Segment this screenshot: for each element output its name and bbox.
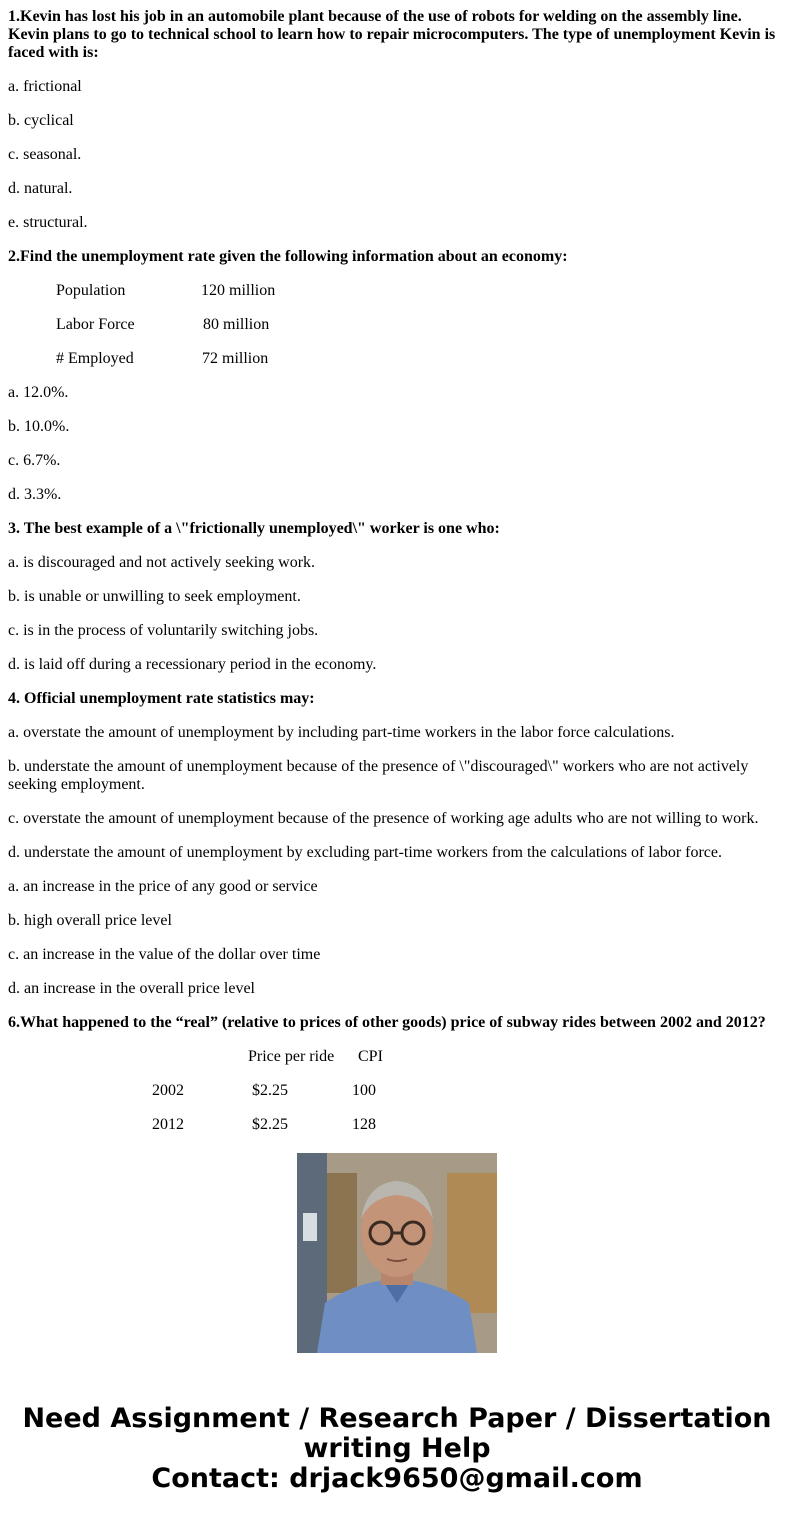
q4-option-d: d. understate the amount of unemployment by excluding part-time workers from the calculations of labor force. — [8, 844, 722, 861]
q6-row-price: $2.25 — [252, 1116, 288, 1133]
question-1: 1.Kevin has lost his job in an automobile plant because of the use of robots for welding on the assembly line. Kevin plans to go to technical school to learn how to repair microcomputers. The type of unemployment Kevin is faced with is: — [8, 8, 776, 61]
q6-header-cpi: CPI — [358, 1048, 383, 1065]
promo-text — [0, 1404, 794, 1494]
q3-option-d: d. is laid off during a recessionary period in the economy. — [8, 656, 377, 673]
question-2: 2.Find the unemployment rate given the following information about an economy: — [8, 248, 568, 265]
q4-option-c: c. overstate the amount of unemployment because of the presence of working age adults who are not willing to work. — [8, 810, 759, 827]
promo-line-1: Need Assignment / Research Paper / Dissertation — [22, 1403, 772, 1434]
q2-option-b: b. 10.0%. — [8, 418, 70, 435]
q1-option-b: b. cyclical — [8, 112, 74, 129]
q5-option-c: c. an increase in the value of the dollar over time — [8, 946, 321, 963]
q2-option-d: d. 3.3%. — [8, 486, 62, 503]
promo-line-2: writing Help — [303, 1433, 491, 1464]
q2-row-label: Labor Force — [56, 316, 135, 333]
q6-table-row — [8, 1082, 786, 1100]
avatar — [297, 1153, 497, 1353]
q5-option-d: d. an increase in the overall price level — [8, 980, 255, 997]
question-4: 4. Official unemployment rate statistics may: — [8, 690, 315, 707]
q2-table-row — [8, 316, 786, 334]
q4-option-b: b. understate the amount of unemployment because of the presence of \"discouraged\" workers who are not actively seeking employment. — [8, 758, 749, 793]
q6-row-cpi: 100 — [352, 1082, 376, 1099]
q5-option-b: b. high overall price level — [8, 912, 172, 929]
q2-option-a: a. 12.0%. — [8, 384, 69, 401]
q3-option-c: c. is in the process of voluntarily switching jobs. — [8, 622, 319, 639]
q4-option-a: a. overstate the amount of unemployment by including part-time workers in the labor force calculations. — [8, 724, 675, 741]
q6-row-price: $2.25 — [252, 1082, 288, 1099]
q6-table-header — [8, 1048, 786, 1066]
q6-row-year: 2012 — [152, 1116, 184, 1133]
q2-row-label: # Employed — [56, 350, 134, 367]
q1-option-d: d. natural. — [8, 180, 73, 197]
q6-header-price: Price per ride — [248, 1048, 335, 1065]
q2-row-value: 72 million — [202, 350, 269, 367]
question-6: 6.What happened to the “real” (relative to prices of other goods) price of subway rides between 2002 and 2012? — [8, 1014, 766, 1031]
q2-row-label: Population — [56, 282, 126, 299]
q2-table-row — [8, 350, 786, 368]
q5-option-a: a. an increase in the price of any good or service — [8, 878, 318, 895]
q3-option-b: b. is unable or unwilling to seek employment. — [8, 588, 301, 605]
q3-option-a: a. is discouraged and not actively seeking work. — [8, 554, 316, 571]
person-photo-icon — [297, 1153, 497, 1353]
question-3: 3. The best example of a \"frictionally unemployed\" worker is one who: — [8, 520, 500, 537]
promo-footer — [0, 1122, 794, 1523]
document-body — [8, 0, 786, 1133]
q2-option-c: c. 6.7%. — [8, 452, 61, 469]
q2-table-row — [8, 282, 786, 300]
q1-option-a: a. frictional — [8, 78, 82, 95]
q6-row-year: 2002 — [152, 1082, 184, 1099]
promo-contact: Contact: drjack9650@gmail.com — [151, 1463, 643, 1494]
q6-row-cpi: 128 — [352, 1116, 376, 1133]
q2-row-value: 120 million — [201, 282, 276, 299]
q2-row-value: 80 million — [203, 316, 270, 333]
q1-option-c: c. seasonal. — [8, 146, 82, 163]
q1-option-e: e. structural. — [8, 214, 88, 231]
